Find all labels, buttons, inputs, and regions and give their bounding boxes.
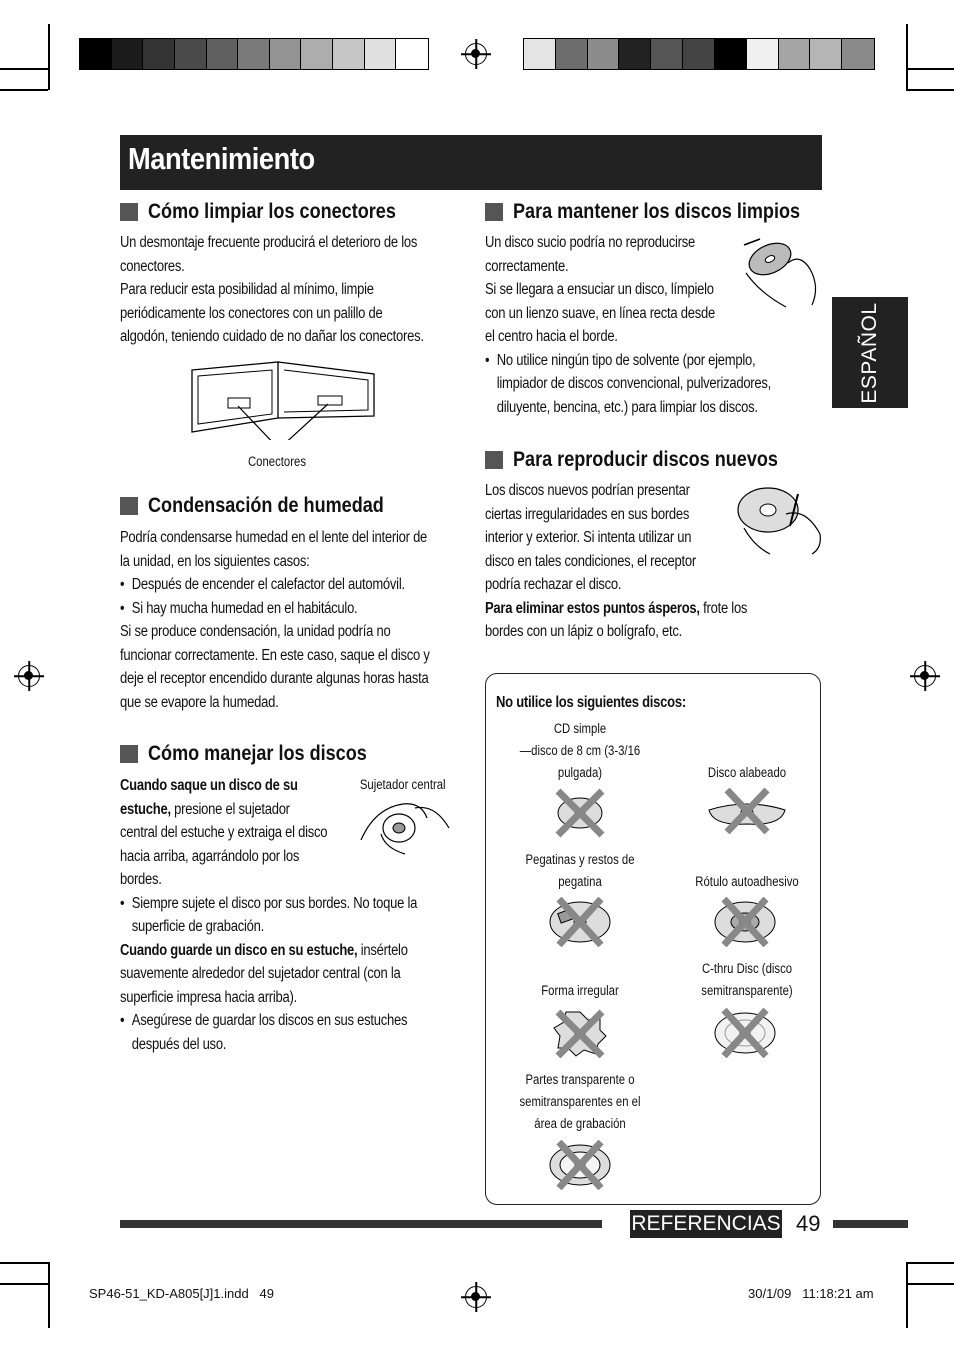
section-heading-nuevos (485, 448, 821, 472)
color-swatch (619, 39, 651, 69)
color-swatch (810, 39, 842, 69)
text-line: interior y exterior. Si intenta utilizar un (485, 529, 692, 546)
heading-text: Cómo limpiar los conectores (148, 200, 396, 223)
registration-mark-icon (465, 43, 487, 65)
disc-label-line: Pegatinas y restos de (525, 852, 635, 867)
heading-text: Cómo manejar los discos (148, 742, 367, 765)
crossed-small-cd-icon (553, 788, 607, 838)
disc-label-line: Rótulo autoadhesivo (695, 874, 799, 889)
text-line: diluyente, bencina, etc.) para limpiar los discos. (496, 398, 758, 416)
section-heading-manejar (120, 742, 402, 766)
crop-mark (48, 1262, 50, 1328)
color-swatch (365, 39, 397, 69)
text-line: disco en tales condiciones, el receptor (485, 552, 696, 570)
page-number: 49 (796, 1211, 821, 1236)
text-line: Un desmontaje frecuente producirá el deterioro de los (120, 234, 418, 251)
crop-mark (906, 89, 954, 91)
text-line: hacia arriba, agarrándolo por los (120, 847, 300, 865)
disc-label-line: C-thru Disc (disco (701, 961, 793, 976)
bullet-item: • Asegúrese de guardar los discos en sus estuches (120, 1009, 417, 1033)
slug-date: 30/1/09 11:18:21 am (748, 1286, 874, 1301)
text-line: Para reducir esta posibilidad al mínimo, limpie (120, 281, 374, 298)
text-run: frote los (699, 599, 748, 617)
central-holder-caption: Sujetador central (359, 777, 446, 792)
text-line: superficie impresa hacia arriba). (120, 988, 297, 1006)
humedad-text (120, 526, 489, 714)
crop-mark (0, 89, 48, 91)
disc-label-line: —disco de 8 cm (3-3/16 (519, 743, 641, 758)
color-swatch (524, 39, 556, 69)
crop-mark (906, 1262, 908, 1328)
text-line: suavemente alrededor del sujetador central (con la (120, 965, 401, 982)
disc-label-line: semitransparente) (701, 983, 793, 998)
text-line: deje el receptor encendido durante algunas horas hasta (120, 670, 429, 687)
crossed-warped-disc-icon (705, 788, 789, 834)
bullet-item: • No utilice ningún tipo de solvente (por ejemplo, (485, 349, 771, 373)
color-swatch (396, 39, 428, 69)
connector-caption: Conectores (247, 454, 306, 469)
section-heading-humedad (120, 494, 422, 518)
disc-label-irregular (513, 980, 647, 1002)
disc-label-line: semitransparentes en el (519, 1094, 641, 1109)
text-line: limpiador de discos convencional, pulverizadores, (496, 375, 772, 392)
text-line: Un disco sucio podría no reproducirse (485, 234, 695, 251)
bold-text: Cuando guarde un disco en su estuche, (120, 941, 358, 959)
disc-label-line: CD simple (553, 721, 607, 736)
color-swatch (556, 39, 588, 69)
disc-label-rotulo (684, 871, 810, 893)
disc-label-line: pulgada) (557, 765, 603, 780)
crossed-sticker-disc-icon (547, 897, 613, 947)
heading-square-icon (485, 203, 503, 221)
color-swatch (301, 39, 333, 69)
text-line: funcionar correctamente. En este caso, saque el disco y (120, 646, 430, 664)
color-bar-right (523, 38, 875, 70)
heading-text: Condensación de humedad (148, 494, 384, 517)
disc-label-cd-simple (513, 718, 647, 784)
color-bar-left (79, 38, 429, 70)
disc-label-line: Partes transparente o (525, 1072, 635, 1087)
crossed-transparent-area-disc-icon (547, 1140, 613, 1190)
color-swatch (779, 39, 811, 69)
heading-square-icon (485, 451, 503, 469)
bold-text: No utilice los siguientes discos: (496, 694, 686, 711)
color-swatch (207, 39, 239, 69)
section-heading-conectores (120, 200, 436, 224)
footer-rule-left (120, 1220, 602, 1228)
text-line: que se evapore la humedad. (120, 693, 279, 711)
crop-mark (48, 24, 50, 90)
registration-mark-icon (465, 1286, 487, 1308)
color-swatch (143, 39, 175, 69)
disc-label-pegatinas (513, 849, 647, 893)
text-line: algodón, teniendo cuidado de no dañar los conectores. (120, 328, 424, 345)
color-swatch (238, 39, 270, 69)
color-swatch (747, 39, 779, 69)
disc-cleaning-illustration (740, 233, 824, 317)
language-tab (832, 297, 908, 408)
color-swatch (683, 39, 715, 69)
bullet-item: • Siempre sujete el disco por sus bordes. No toque la (120, 892, 417, 916)
text-line: central del estuche y extraiga el disco (120, 824, 328, 841)
crop-mark (906, 68, 954, 70)
heading-square-icon (120, 745, 138, 763)
slug-file: SP46-51_KD-A805[J]1.indd 49 (89, 1286, 275, 1301)
disc-label-line: Disco alabeado (707, 765, 787, 780)
color-swatch (175, 39, 207, 69)
text-line: conectores. (120, 257, 185, 275)
registration-mark-icon (914, 665, 936, 687)
color-swatch (842, 39, 874, 69)
page-title: Mantenimiento (128, 141, 315, 176)
crossed-irregular-disc-icon (552, 1008, 608, 1058)
disc-label-line: área de grabación (534, 1116, 626, 1131)
disc-label-transparente (513, 1069, 647, 1135)
section-heading-limpios (485, 200, 847, 224)
heading-square-icon (120, 203, 138, 221)
crop-mark (0, 1283, 48, 1285)
text-line: Los discos nuevos podrían presentar (485, 482, 690, 499)
warning-box-title (496, 691, 722, 715)
text-line: bordes. (120, 871, 162, 888)
text-line: correctamente. (485, 257, 569, 275)
section-tab-referencias: REFERENCIAS (630, 1210, 782, 1238)
bullet-item: • Si hay mucha humedad en el habitáculo. (120, 597, 430, 621)
text-line: con un lienzo suave, en línea recta desde (485, 304, 715, 322)
language-tab-label: ESPAÑOL (858, 301, 881, 404)
text-line: superficie de grabación. (131, 918, 264, 935)
text-line: ciertas irregularidades en sus bordes (485, 505, 690, 523)
crossed-cthru-disc-icon (712, 1008, 778, 1058)
crop-mark (906, 1262, 954, 1264)
bold-text: Cuando saque un disco de su (120, 777, 298, 794)
color-swatch (270, 39, 302, 69)
heading-text: Para reproducir discos nuevos (513, 448, 778, 471)
bold-text: Para eliminar estos puntos ásperos, (485, 599, 700, 617)
color-swatch (80, 39, 112, 69)
text-line: bordes con un lápiz o bolígrafo, etc. (485, 623, 682, 640)
disc-pen-illustration (736, 484, 826, 556)
color-swatch (651, 39, 683, 69)
text-run: presione el sujetador (170, 800, 290, 818)
crop-mark (0, 1262, 48, 1264)
crop-mark (906, 24, 908, 90)
color-swatch (588, 39, 620, 69)
title-bar (120, 135, 822, 190)
bullet-item: • Después de encender el calefactor del automóvil. (120, 573, 430, 597)
disc-label-cthru (684, 958, 810, 1002)
color-swatch (715, 39, 747, 69)
text-line: periódicamente los conectores con un palillo de (120, 304, 383, 322)
text-line: Si se produce condensación, la unidad podría no (120, 623, 391, 640)
disc-label-alabeado (684, 762, 810, 784)
text-line: el centro hacia el borde. (485, 328, 618, 345)
registration-mark-icon (18, 665, 40, 687)
text-line: podría rechazar el disco. (485, 576, 622, 593)
bold-text: estuche, (120, 800, 171, 818)
connector-illustration (188, 360, 383, 440)
heading-square-icon (120, 497, 138, 515)
disc-case-hand-illustration (355, 798, 453, 860)
text-run: insértelo (357, 941, 408, 959)
crossed-label-disc-icon (712, 897, 778, 947)
color-swatch (112, 39, 144, 69)
color-swatch (333, 39, 365, 69)
footer-rule-right (833, 1220, 908, 1228)
disc-label-line: pegatina (558, 874, 602, 889)
disc-label-line: Forma irregular (541, 983, 619, 998)
crop-mark (0, 68, 48, 70)
heading-text: Para mantener los discos limpios (513, 200, 801, 223)
text-line: Podría condensarse humedad en el lente del interior de (120, 529, 428, 546)
text-line: Si se llegara a ensuciar un disco, límpielo (485, 281, 714, 298)
conectores-text (120, 231, 482, 349)
text-line: después del uso. (131, 1035, 227, 1053)
text-line: la unidad, en los siguientes casos: (120, 552, 310, 570)
crop-mark (906, 1283, 954, 1285)
